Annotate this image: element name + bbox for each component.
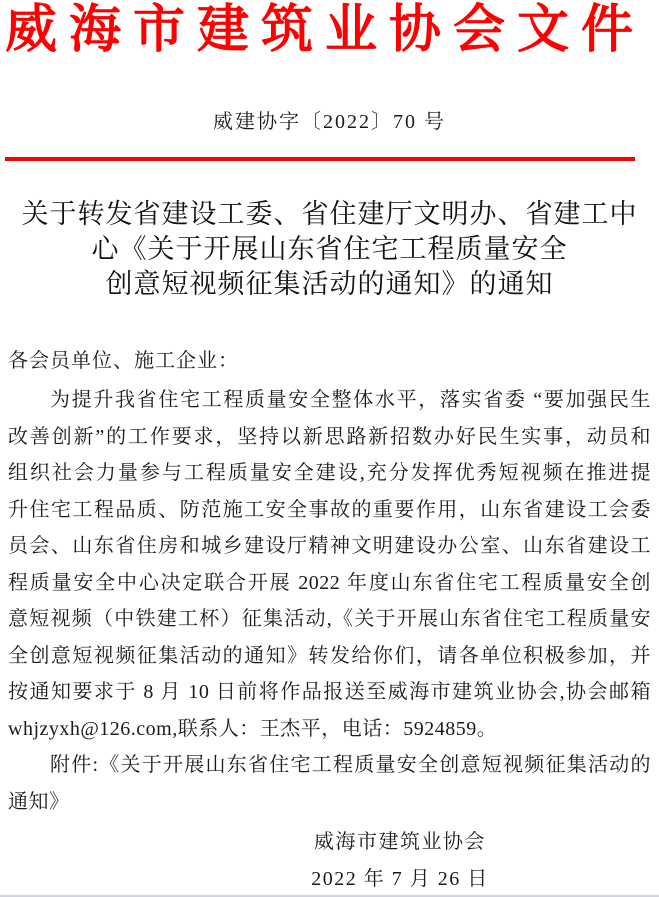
body-line: 升住宅工程品质、防范施工安全事故的重要作用，山东省建设工会委 bbox=[8, 498, 651, 521]
red-header-title: 威海市建筑业协会文件 bbox=[5, 2, 646, 59]
document-title bbox=[8, 197, 651, 302]
issuer-signature: 威海市建筑业协会 bbox=[314, 831, 486, 853]
body-line: 全创意短视频征集活动的通知》转发给你们，请各单位积极参加，并 bbox=[8, 644, 651, 667]
body-line: 意短视频（中铁建工杯）征集活动,《关于开展山东省住宅工程质量安 bbox=[8, 608, 651, 630]
body-line: 改善创新”的工作要求，坚持以新思路新招数办好民生实事，动员和 bbox=[8, 425, 651, 448]
body-line: 按通知要求于 8 月 10 日前将作品报送至威海市建筑业协会,协会邮箱 bbox=[8, 681, 651, 703]
body-line: 为提升我省住宅工程质量安全整体水平，落实省委 “要加强民生 bbox=[50, 389, 651, 411]
issue-date: 2022 年 7 月 26 日 bbox=[311, 868, 489, 890]
body-line: 组织社会力量参与工程质量安全建设,充分发挥优秀短视频在推进提 bbox=[8, 462, 651, 484]
document-number: 威建协字〔2022〕70 号 bbox=[213, 111, 446, 133]
document-title-line: 关于转发省建设工委、省住建厅文明办、省建工中 bbox=[21, 199, 638, 229]
document-body bbox=[8, 382, 651, 820]
attachment-line: 附件:《关于开展山东省住宅工程质量安全创意短视频征集活动的 bbox=[50, 754, 651, 776]
document-title-line: 心《关于开展山东省住宅工程质量安全 bbox=[91, 234, 568, 264]
body-line: 程质量安全中心决定联合开展 2022 年度山东省住宅工程质量安全创 bbox=[8, 571, 651, 594]
document-title-line: 创意短视频征集活动的通知》的通知 bbox=[105, 269, 554, 299]
attachment-line: 通知》 bbox=[8, 790, 70, 813]
body-line: 员会、山东省住房和城乡建设厅精神文明建设办公室、山东省建设工 bbox=[8, 535, 651, 557]
salutation: 各会员单位、施工企业： bbox=[8, 350, 239, 372]
body-line-contact: whjzyxh@126.com,联系人：王杰平，电话：5924859。 bbox=[8, 717, 498, 740]
signature-block bbox=[141, 824, 659, 897]
red-separator-line bbox=[5, 157, 635, 161]
